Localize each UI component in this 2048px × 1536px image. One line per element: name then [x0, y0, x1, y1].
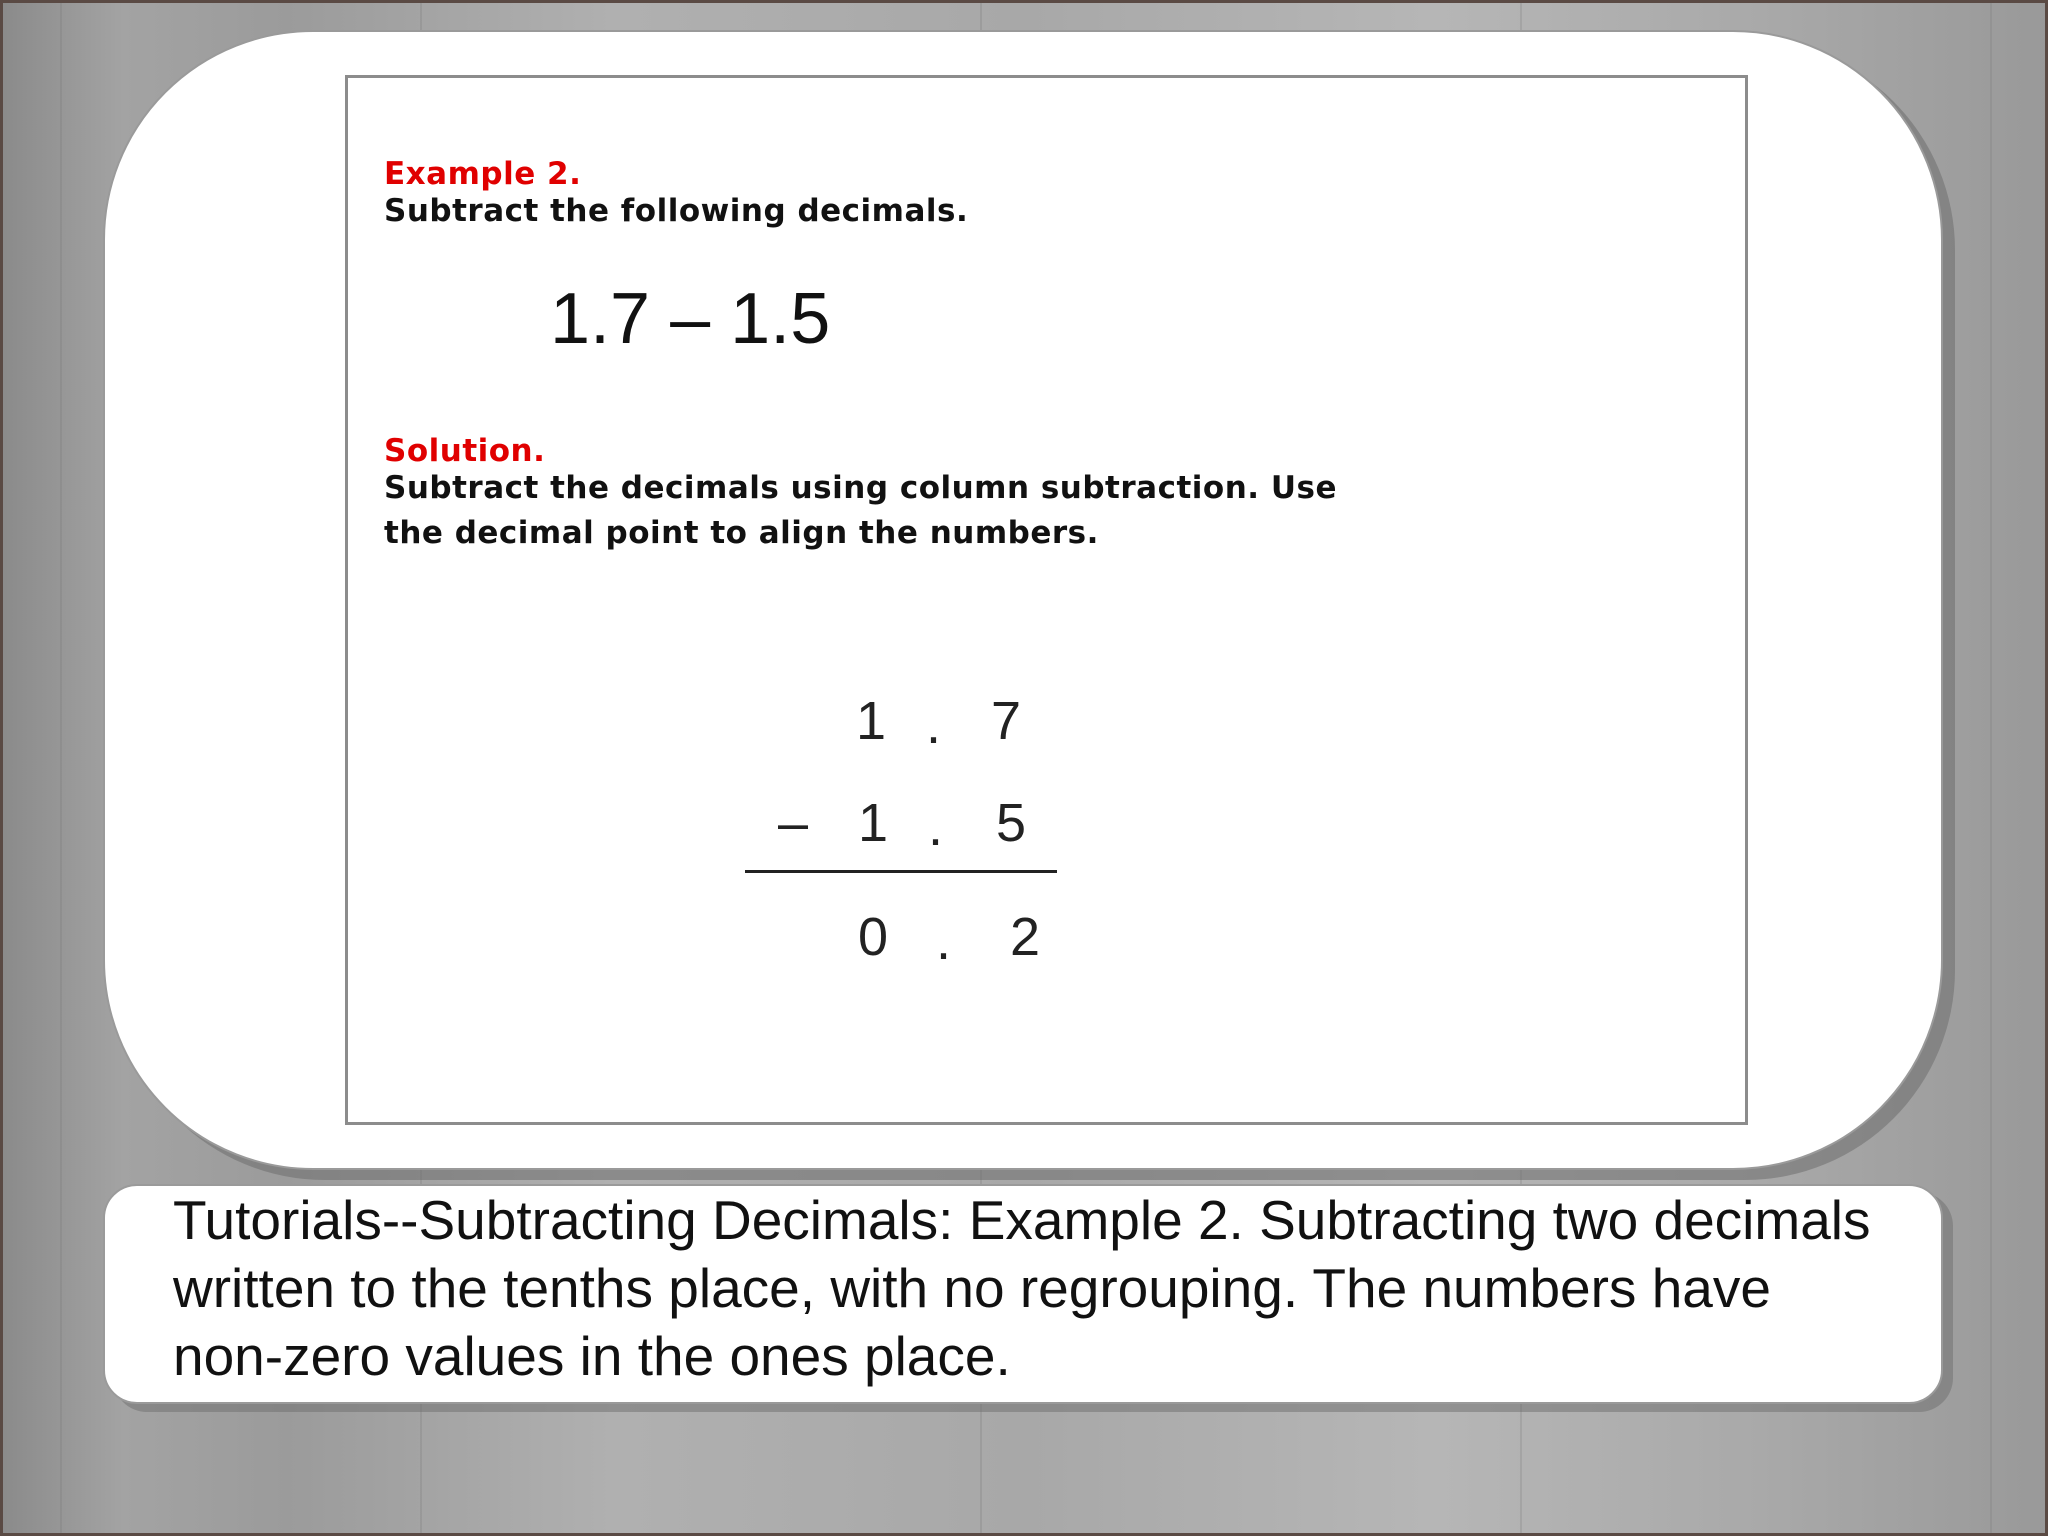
- result-tenths-digit: 2: [1010, 907, 1041, 967]
- result-decimal-point: .: [936, 911, 952, 971]
- minus-operator: –: [778, 793, 809, 853]
- caption-text: Tutorials--Subtracting Decimals: Example 2. Subtracting two decimals written to the tenths place, with no regrouping. The numbers have non-zero values in the ones place.: [173, 1189, 1871, 1387]
- solution-text-line-2: the decimal point to align the numbers.: [384, 515, 1099, 551]
- row2-ones-digit: 1: [858, 793, 889, 853]
- solution-text-line-1: Subtract the decimals using column subtraction. Use: [384, 470, 1337, 506]
- example-heading: Example 2.: [384, 156, 582, 192]
- row1-tenths-digit: 7: [991, 691, 1022, 751]
- instruction-text: Subtract the following decimals.: [384, 193, 969, 229]
- subtraction-expression: 1.7 – 1.5: [550, 279, 831, 359]
- slide-content: [345, 75, 1748, 1125]
- result-ones-digit: 0: [858, 907, 889, 967]
- caption-box: [103, 1184, 1943, 1404]
- row1-decimal-point: .: [926, 695, 942, 755]
- row2-decimal-point: .: [928, 797, 944, 857]
- slide-panel: [103, 30, 1943, 1170]
- solution-heading: Solution.: [384, 433, 546, 469]
- row1-ones-digit: 1: [856, 691, 887, 751]
- sum-line: [745, 870, 1057, 873]
- row2-tenths-digit: 5: [996, 793, 1027, 853]
